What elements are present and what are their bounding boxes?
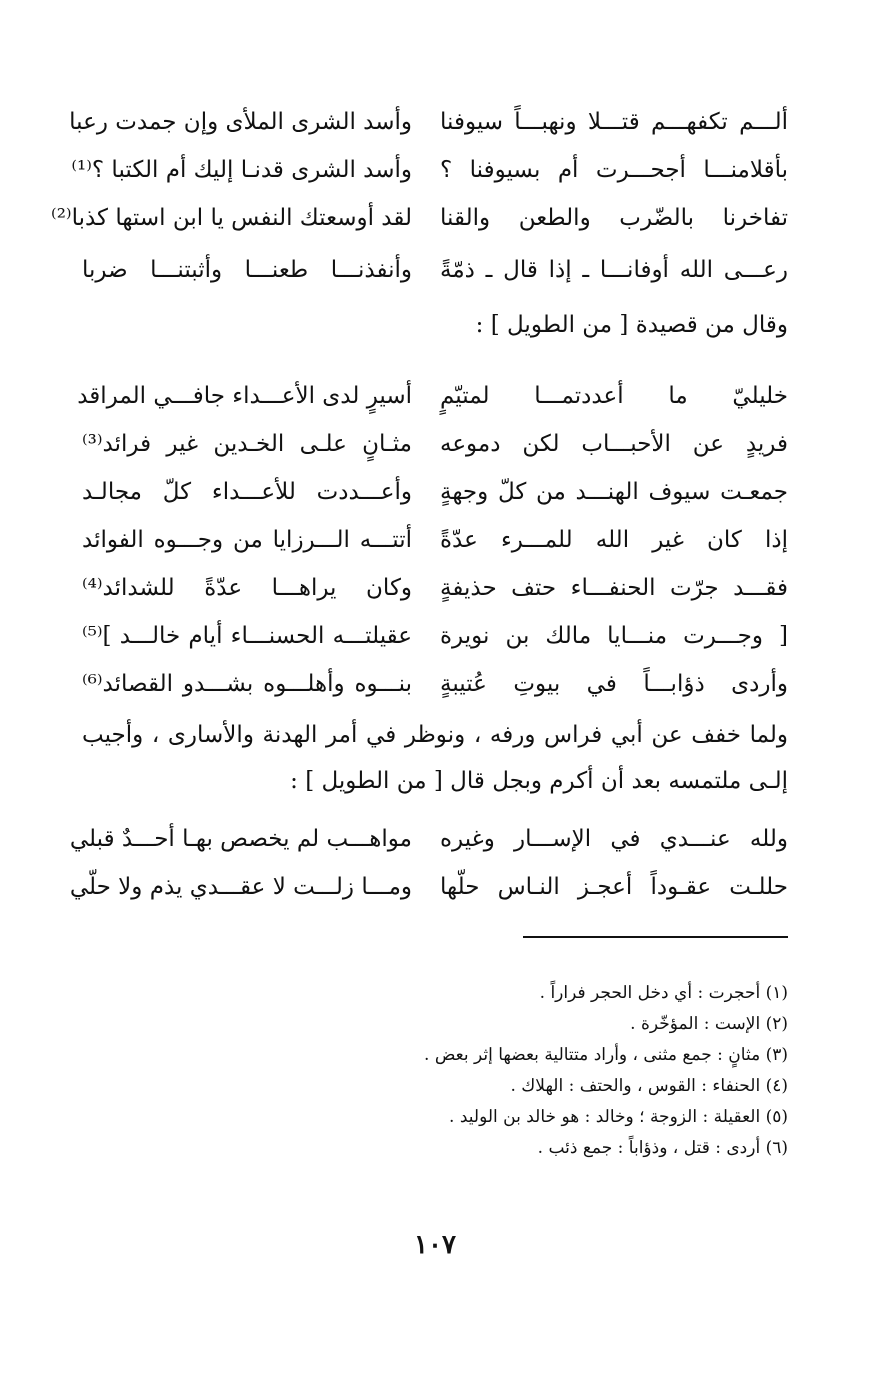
second-hemistich: ومـــا زلـــت لا عقـــدي يذم ولا حلّي	[69, 874, 412, 901]
second-hemistich: أسيرٍ لدى الأعـــداء جافـــي المراقد	[77, 383, 412, 410]
second-hemistich: مواهـــب لم يخصص بهـا أحـــدٌ قبلي	[69, 826, 412, 853]
first-hemistich: ولله عنـــدي في الإســـار وغيره	[440, 826, 788, 853]
book-page	[51, 0, 788, 1375]
verse-line	[69, 864, 788, 912]
second-hemistich: وأنفذنـــا طعنـــا وأثبتنـــا ضربا	[82, 257, 412, 284]
second-hemistich: أتتـــه الـــرزايا من وجـــوه الفوائد	[82, 527, 412, 554]
second-hemistich: عقيلتـــه الحسنـــاء أيام خالـــد ]⁽⁵⁾	[82, 623, 412, 650]
poem-2-intro: وقال من قصيدة [ من الطويل ] :	[475, 312, 788, 338]
verse-line	[71, 147, 788, 195]
verse-line	[82, 613, 788, 661]
first-hemistich: فريدٍ عن الأحبـــاب لكن دموعه	[440, 431, 788, 458]
first-hemistich: إذا كان غير الله للمـــرء عدّةً	[440, 527, 788, 554]
page-number: ١٠٧	[414, 1230, 456, 1260]
first-hemistich: جمعـت سيوف الهنـــد من كلّ وجهةٍ	[440, 479, 788, 506]
verse-line	[69, 816, 788, 864]
first-hemistich: فقـــد جرّت الحنفـــاء حتف حذيفةٍ	[440, 575, 788, 602]
verse-line	[51, 195, 788, 243]
footnote-separator	[523, 936, 788, 938]
poem-3-intro: ولما خفف عن أبي فراس ورفه ، ونوظر في أمر الهدنة والأسارى ، وأجيب إلـى ملتمسه بعد أن أكرم وبجل قال [ من الطويل ] :	[82, 722, 788, 794]
verse-line	[82, 517, 788, 565]
second-hemistich: بنـــوه وأهلـــوه بشـــدو القصائد⁽⁶⁾	[82, 671, 412, 698]
footnote: (٦) أردى : قتل ، وذؤاباً : جمع ذئب .	[537, 1138, 788, 1158]
first-hemistich: بأقلامنـــا أجحـــرت أم بسيوفنا ؟	[440, 157, 788, 184]
verse-line	[82, 421, 788, 469]
second-hemistich: وأعـــددت للأعـــداء كلّ مجالـد	[82, 479, 412, 506]
footnote: (٤) الحنفاء : القوس ، والحتف : الهلاك .	[510, 1076, 788, 1096]
verse-line	[82, 661, 788, 709]
footnotes	[82, 978, 788, 1164]
first-hemistich: ألـــم تكفهـــم قتـــلا ونهبـــاً سيوفنا	[440, 109, 788, 136]
second-hemistich: وكان يراهـــا عدّةً للشدائد⁽⁴⁾	[82, 575, 412, 602]
poem-1	[51, 99, 788, 295]
footnote: (٥) العقيلة : الزوجة ؛ وخالد : هو خالد بن الوليد .	[449, 1107, 788, 1127]
second-hemistich: وأسد الشرى الملأى وإن جمدت رعبا	[69, 109, 412, 136]
first-hemistich: وأردى ذؤابـــاً في بيوتِ عُتيبةٍ	[440, 671, 788, 698]
second-hemistich: وأسد الشرى قدنـا إليك أم الكتبا ؟⁽¹⁾	[71, 157, 412, 184]
verse-line	[82, 565, 788, 613]
poem-3	[69, 816, 788, 912]
second-hemistich: مثـانٍ علـى الخـدين غير فرائد⁽³⁾	[82, 431, 412, 458]
first-hemistich: تفاخرنا بالضّرب والطعن والقنا	[440, 205, 788, 232]
verse-line	[69, 99, 788, 147]
verse-line	[82, 247, 788, 295]
first-hemistich: رعـــى الله أوفانـــا ـ إذا قال ـ ذمّةً	[440, 257, 788, 284]
footnote: (٢) الإست : المؤخّرة .	[630, 1014, 788, 1034]
verse-line	[77, 373, 788, 421]
footnote: (٣) مثانٍ : جمع مثنى ، وأراد متتالية بعضها إثر بعض .	[424, 1045, 788, 1065]
first-hemistich: حللـت عقـوداً أعجـز النـاس حلّها	[440, 874, 788, 901]
footnote: (١) أحجرت : أي دخل الحجر فراراً .	[539, 983, 788, 1003]
verse-line	[82, 469, 788, 517]
first-hemistich: خليليّ ما أعددتمـــا لمتيّمٍ	[440, 383, 788, 410]
poem-2	[77, 373, 788, 709]
first-hemistich: [ وجـــرت منـــايا مالك بن نويرة	[440, 623, 788, 650]
second-hemistich: لقد أوسعتك النفس يا ابن استها كذبا⁽²⁾	[51, 205, 412, 232]
